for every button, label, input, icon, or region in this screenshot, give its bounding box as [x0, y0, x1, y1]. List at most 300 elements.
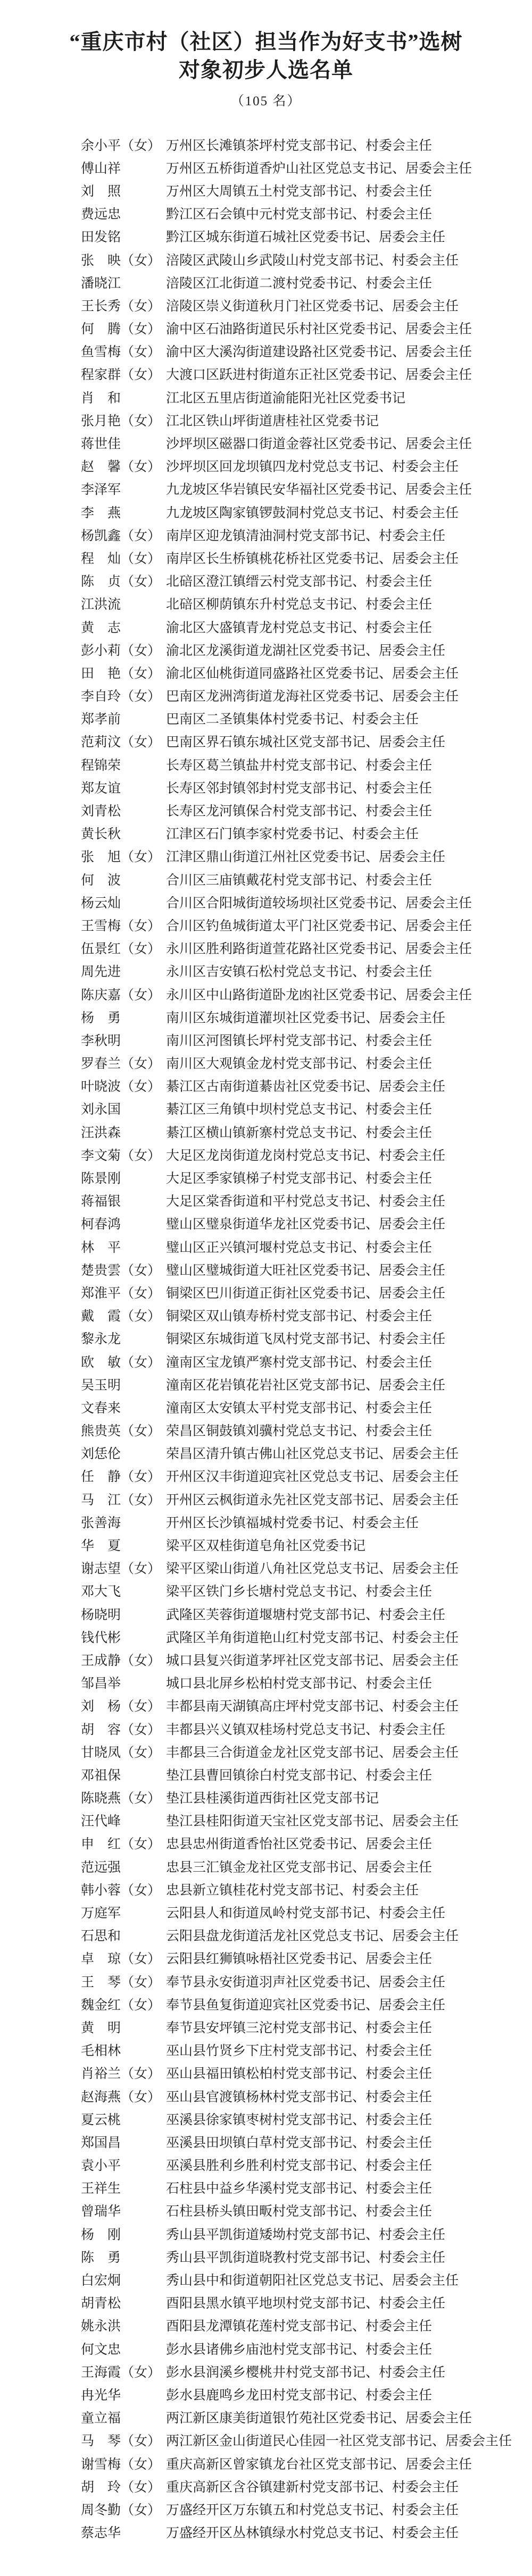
person-name: 张 映（女）	[81, 253, 161, 268]
person-name: 田发铭	[81, 230, 121, 245]
list-item	[81, 1602, 522, 1625]
list-item	[81, 569, 522, 592]
person-position: 涪陵区武陵山乡武陵山村党支部书记、村委会主任	[166, 253, 459, 268]
person-name: 王雪梅（女）	[81, 919, 161, 933]
person-position: 永川区吉安镇石松村党总支书记、村委会主任	[166, 965, 433, 980]
person-position: 酉阳县龙潭镇花莲村党支部书记、村委会主任	[166, 2319, 433, 2334]
person-position: 垫江县曹回镇徐白村党支部书记、村委会主任	[166, 1768, 433, 1783]
person-position: 北碚区澄江镇缙云村党支部书记、村委会主任	[166, 575, 433, 590]
list-item	[81, 1074, 522, 1097]
person-name: 黄长秋	[81, 827, 121, 842]
person-name: 刘青松	[81, 804, 121, 819]
person-name: 王长秀（女）	[81, 299, 161, 314]
person-name: 陈晓燕（女）	[81, 1791, 161, 1806]
list-item	[81, 890, 522, 913]
list-item	[81, 2360, 522, 2383]
person-name: 黄 志	[81, 620, 121, 635]
person-position: 涪陵区江北街道二渡村党委书记、村委会主任	[166, 276, 433, 291]
person-name: 袁小平	[81, 2159, 121, 2174]
list-item	[81, 592, 522, 615]
person-position: 巫溪县田坝镇白草村党支部书记、村委会主任	[166, 2135, 433, 2150]
person-position: 武隆区羊角街道艳山红村党支部书记、村委会主任	[166, 1630, 459, 1645]
person-name: 李文菊（女）	[81, 1148, 161, 1163]
list-item	[81, 822, 522, 845]
person-position: 万盛经开区丛林镇绿水村党总支书记、村委会主任	[166, 2526, 459, 2541]
list-item	[81, 1327, 522, 1350]
person-position: 大足区棠香街道和平村党总支书记、村委会主任	[166, 1194, 446, 1209]
person-position: 石柱县中益乡华溪村党支部书记、村委会主任	[166, 2182, 433, 2196]
person-position: 忠县忠州街道香怡社区党委书记、居委会主任	[166, 1837, 433, 1852]
person-name: 黎永龙	[81, 1332, 121, 1347]
list-item	[81, 2429, 522, 2452]
person-name: 文春来	[81, 1401, 121, 1416]
list-item	[81, 454, 522, 477]
list-item	[81, 1924, 522, 1947]
list-item	[81, 845, 522, 868]
person-name: 费远忠	[81, 207, 121, 222]
list-item	[81, 707, 522, 730]
person-position: 南川区大观镇金龙村党支部书记、村委会主任	[166, 1057, 433, 1072]
person-name: 程 灿（女）	[81, 551, 161, 566]
person-position: 璧山区璧城街道大旺社区党委书记、居委会主任	[166, 1263, 446, 1278]
list-item	[81, 798, 522, 821]
list-item	[81, 2452, 522, 2474]
person-position: 巴南区龙洲湾街道龙海社区党委书记、居委会主任	[166, 689, 459, 704]
list-item	[81, 1740, 522, 1763]
list-item	[81, 1717, 522, 1740]
person-name: 冉光华	[81, 2388, 121, 2403]
list-item	[81, 2153, 522, 2176]
person-name: 陈 贞（女）	[81, 575, 161, 590]
person-position: 万州区大周镇五土村党支部书记、村委会主任	[166, 184, 433, 199]
person-position: 九龙坡区华岩镇民安华福社区党委书记、居委会主任	[166, 483, 472, 498]
list-item	[81, 1671, 522, 1694]
person-position: 万州区长滩镇茶坪村党支部书记、村委会主任	[166, 138, 433, 153]
person-name: 胡 容（女）	[81, 1722, 161, 1737]
person-name: 陈景刚	[81, 1172, 121, 1186]
person-position: 永川区中山路街道卧龙凼社区党委书记、居委会主任	[166, 988, 472, 1003]
person-position: 綦江区横山镇新寨村党总支书记、村委会主任	[166, 1125, 433, 1140]
person-name: 万庭军	[81, 1906, 121, 1921]
list-item	[81, 1786, 522, 1809]
person-name: 周先进	[81, 965, 121, 980]
person-name: 罗春兰（女）	[81, 1057, 161, 1072]
list-item	[81, 271, 522, 293]
person-name: 谢志望（女）	[81, 1562, 161, 1577]
list-item	[81, 1878, 522, 1900]
person-name: 钱代彬	[81, 1630, 121, 1645]
person-position: 江北区铁山坪街道唐桂社区党委书记	[166, 414, 379, 428]
list-item	[81, 1051, 522, 1074]
list-item	[81, 1143, 522, 1166]
list-item	[81, 2521, 522, 2544]
person-position: 渝北区大盛镇青龙村党总支书记、村委会主任	[166, 620, 433, 635]
person-name: 夏云桃	[81, 2112, 121, 2127]
list-item	[81, 1166, 522, 1189]
person-name: 肖裕兰（女）	[81, 2067, 161, 2082]
person-name: 潘晓江	[81, 276, 121, 291]
list-item	[81, 1395, 522, 1418]
list-item	[81, 1556, 522, 1579]
list-item	[81, 363, 522, 385]
person-name: 石思和	[81, 1929, 121, 1944]
list-item	[81, 156, 522, 179]
list-item	[81, 1625, 522, 1648]
list-item	[81, 1097, 522, 1120]
list-item	[81, 868, 522, 890]
person-position: 云阳县盘龙街道活龙社区党总支书记、居委会主任	[166, 1929, 459, 1944]
person-position: 万州区五桥街道香炉山社区党总支书记、居委会主任	[166, 161, 472, 176]
list-item	[81, 1419, 522, 1442]
page-title-line1: “重庆市村（社区）担当作为好支书”选树	[69, 30, 463, 54]
person-name: 熊贵英（女）	[81, 1424, 161, 1439]
list-item	[81, 2107, 522, 2130]
person-name: 卓 琼（女）	[81, 1952, 161, 1967]
person-name: 程锦荣	[81, 758, 121, 773]
person-position: 万盛经开区万东镇五和村党总支书记、村委会主任	[166, 2503, 459, 2518]
person-name: 程家群（女）	[81, 368, 161, 383]
list-item	[81, 1533, 522, 1556]
person-position: 黔江区城东街道石城社区党委书记、居委会主任	[166, 230, 446, 245]
person-position: 城口县北屏乡松柏村党支部书记、村委会主任	[166, 1677, 433, 1691]
person-position: 武隆区芙蓉街道堰塘村党支部书记、村委会主任	[166, 1607, 446, 1622]
person-position: 合川区合阳城街道较场坝社区党委书记、居委会主任	[166, 896, 472, 911]
list-item	[81, 2084, 522, 2107]
person-position: 渝北区龙溪街道龙湖社区党委书记、居委会主任	[166, 643, 446, 658]
person-name: 王祥生	[81, 2182, 121, 2196]
list-item	[81, 225, 522, 248]
person-position: 潼南区宝龙镇严寨村党支部书记、村委会主任	[166, 1355, 433, 1370]
list-item	[81, 1900, 522, 1923]
list-item	[81, 2245, 522, 2268]
person-position: 云阳县红狮镇咏梧社区党委书记、居委会主任	[166, 1952, 433, 1967]
person-position: 奉节县永安街道羽声社区党委书记、居委会主任	[166, 1975, 446, 1990]
person-name: 姚永洪	[81, 2319, 121, 2334]
list-item	[81, 2199, 522, 2222]
person-name: 江洪流	[81, 597, 121, 612]
person-name: 李 燕	[81, 506, 121, 520]
person-name: 蒋福银	[81, 1194, 121, 1209]
person-position: 潼南区花岩镇花岩社区党支部书记、居委会主任	[166, 1378, 446, 1393]
list-item	[81, 2337, 522, 2360]
list-item	[81, 1189, 522, 1212]
person-name: 张 旭（女）	[81, 850, 161, 865]
person-name: 邓祖保	[81, 1768, 121, 1783]
list-item	[81, 317, 522, 340]
person-position: 城口县复兴街道茅坪社区党支部书记、居委会主任	[166, 1653, 459, 1668]
person-name: 郑友谊	[81, 781, 121, 796]
person-name: 李泽军	[81, 483, 121, 498]
list-item	[81, 1235, 522, 1258]
list-item	[81, 2176, 522, 2199]
person-position: 巫溪县徐家镇枣树村党支部书记、村委会主任	[166, 2112, 433, 2127]
person-name: 魏金红（女）	[81, 1998, 161, 2013]
person-name: 黄 明	[81, 2021, 121, 2035]
list-item	[81, 133, 522, 156]
list-item	[81, 2268, 522, 2291]
person-name: 陈庆嘉（女）	[81, 988, 161, 1003]
list-item	[81, 477, 522, 500]
list-item	[81, 913, 522, 936]
person-name: 楚贵雲（女）	[81, 1263, 161, 1278]
person-name: 欧 敏（女）	[81, 1355, 161, 1370]
person-name: 余小平（女）	[81, 138, 161, 153]
person-position: 大足区季家镇梯子村党支部书记、村委会主任	[166, 1172, 433, 1186]
person-position: 巴南区界石镇东城社区党支部书记、居委会主任	[166, 735, 446, 750]
list-item	[81, 959, 522, 982]
list-item	[81, 684, 522, 707]
person-name: 马 江（女）	[81, 1493, 161, 1508]
person-position: 梁平区梁山街道八角社区党总支书记、居委会主任	[166, 1562, 459, 1577]
list-item	[81, 385, 522, 408]
person-position: 开州区汉丰街道迎宾社区党总支书记、居委会主任	[166, 1470, 459, 1485]
person-position: 江北区五里店街道渝能阳光社区党委书记	[166, 391, 406, 406]
list-item	[81, 1028, 522, 1051]
list-item	[81, 2291, 522, 2314]
list-item	[81, 661, 522, 684]
person-name: 彭小莉（女）	[81, 643, 161, 658]
person-position: 开州区云枫街道永先社区党支部书记、居委会主任	[166, 1493, 459, 1508]
person-name: 刘永国	[81, 1102, 121, 1117]
page-title	[0, 0, 532, 84]
list-item	[81, 1809, 522, 1832]
person-position: 永川区胜利路街道萱花路社区党委书记、居委会主任	[166, 942, 472, 957]
person-position: 梁平区双桂街道皂角社区党委书记	[166, 1539, 366, 1554]
person-name: 胡青松	[81, 2296, 121, 2311]
list-item	[81, 1464, 522, 1487]
list-item	[81, 753, 522, 776]
person-position: 梁平区铁门乡长塘村党总支书记、村委会主任	[166, 1585, 433, 1600]
person-position: 巴南区二圣镇集体村党委书记、村委会主任	[166, 712, 419, 727]
person-name: 鱼雪梅（女）	[81, 345, 161, 360]
person-position: 綦江区古南街道綦齿社区党委书记、居委会主任	[166, 1080, 446, 1095]
person-position: 涪陵区崇义街道秋月门社区党委书记、居委会主任	[166, 299, 459, 314]
person-name: 叶晓波（女）	[81, 1080, 161, 1095]
person-name: 伍景红（女）	[81, 942, 161, 957]
person-name: 李秋明	[81, 1033, 121, 1048]
list-item	[81, 1212, 522, 1235]
list-item	[81, 408, 522, 431]
person-name: 毛相林	[81, 2044, 121, 2059]
roster-list	[81, 133, 522, 2544]
person-position: 奉节县安坪镇三沱村党支部书记、村委会主任	[166, 2021, 433, 2035]
person-position: 重庆高新区含谷镇建新村党支部书记、村委会主任	[166, 2480, 459, 2495]
person-name: 范莉汶（女）	[81, 735, 161, 750]
list-item	[81, 1694, 522, 1717]
person-name: 张月艳（女）	[81, 414, 161, 428]
list-item	[81, 2314, 522, 2337]
list-item	[81, 431, 522, 454]
person-name: 杨 刚	[81, 2227, 121, 2242]
person-position: 彭水县诸佛乡庙池村党支部书记、村委会主任	[166, 2342, 433, 2357]
person-position: 彭水县润溪乡樱桃井村党支部书记、村委会主任	[166, 2365, 446, 2380]
person-position: 垫江县桂溪街道西街社区党支部书记	[166, 1791, 379, 1806]
person-position: 秀山县中和街道朝阳社区党总支书记、居委会主任	[166, 2274, 459, 2288]
person-name: 杨凯鑫（女）	[81, 528, 161, 543]
person-position: 黔江区石会镇中元村党支部书记、村委会主任	[166, 207, 433, 222]
person-name: 蒋世佳	[81, 437, 121, 452]
list-item	[81, 1005, 522, 1028]
person-name: 林 平	[81, 1240, 121, 1255]
person-name: 申 红（女）	[81, 1837, 161, 1852]
person-position: 巫山县官渡镇杨林村党支部书记、村委会主任	[166, 2090, 433, 2104]
person-name: 胡 玲（女）	[81, 2480, 161, 2495]
person-name: 陈 勇	[81, 2250, 121, 2265]
list-item	[81, 1510, 522, 1533]
person-position: 大渡口区跃进村街道东正社区党委书记、居委会主任	[166, 368, 472, 383]
list-item	[81, 523, 522, 546]
person-position: 合川区三庙镇戴花村党支部书记、村委会主任	[166, 873, 433, 888]
list-item	[81, 2039, 522, 2061]
person-name: 华 夏	[81, 1539, 121, 1554]
person-position: 巫山县福田镇松柏村党支部书记、村委会主任	[166, 2067, 433, 2082]
person-name: 王海霞（女）	[81, 2365, 161, 2380]
person-position: 云阳县人和街道凤岭村党支部书记、村委会主任	[166, 1906, 446, 1921]
person-position: 大足区龙岗街道龙岗村党总支书记、村委会主任	[166, 1148, 446, 1163]
list-item	[81, 1373, 522, 1395]
person-name: 甘晓凤（女）	[81, 1745, 161, 1760]
list-item	[81, 2015, 522, 2038]
list-item	[81, 1763, 522, 1786]
list-item	[81, 1855, 522, 1878]
list-item	[81, 2474, 522, 2497]
person-name: 韩小蓉（女）	[81, 1883, 161, 1898]
person-name: 邓大飞	[81, 1585, 121, 1600]
person-position: 奉节县鱼复街道迎宾社区党委书记、居委会主任	[166, 1998, 446, 2013]
person-position: 两江新区康美街道银竹苑社区党委书记、居委会主任	[166, 2411, 472, 2426]
person-name: 肖 和	[81, 391, 121, 406]
person-name: 杨晓明	[81, 1607, 121, 1622]
person-name: 王成静（女）	[81, 1653, 161, 1668]
person-name: 汪洪森	[81, 1125, 121, 1140]
list-item	[81, 2222, 522, 2245]
list-item	[81, 1487, 522, 1510]
person-name: 汪代峰	[81, 1814, 121, 1829]
person-position: 丰都县兴义镇双桂场村党总支书记、村委会主任	[166, 1722, 446, 1737]
person-name: 刘 照	[81, 184, 121, 199]
person-name: 李自玲（女）	[81, 689, 161, 704]
person-name: 郑孝前	[81, 712, 121, 727]
person-name: 白宏炯	[81, 2274, 121, 2288]
person-position: 长寿区葛兰镇盐井村党支部书记、村委会主任	[166, 758, 433, 773]
person-name: 马 琴（女）	[81, 2434, 161, 2449]
person-name: 戴 霞（女）	[81, 1309, 161, 1324]
list-item	[81, 546, 522, 569]
person-name: 郑国昌	[81, 2135, 121, 2150]
person-position: 重庆高新区曾家镇龙台社区党支部书记、居委会主任	[166, 2457, 472, 2472]
person-name: 吴玉明	[81, 1378, 121, 1393]
person-name: 柯春鸿	[81, 1217, 121, 1232]
person-position: 江津区石门镇李家村党委书记、村委会主任	[166, 827, 419, 842]
person-position: 忠县新立镇桂花村党支部书记、村委会主任	[166, 1883, 419, 1898]
person-name: 刘恁伦	[81, 1447, 121, 1462]
person-name: 童立福	[81, 2411, 121, 2426]
person-name: 杨 勇	[81, 1011, 121, 1025]
person-position: 璧山区正兴镇河堰村党总支书记、村委会主任	[166, 1240, 433, 1255]
list-item	[81, 982, 522, 1005]
person-name: 周冬勤（女）	[81, 2503, 161, 2518]
list-item	[81, 1947, 522, 1969]
person-position: 綦江区三角镇中坝村党总支书记、村委会主任	[166, 1102, 433, 1117]
person-position: 北碚区柳荫镇东升村党总支书记、村委会主任	[166, 597, 433, 612]
list-item	[81, 2130, 522, 2153]
list-item	[81, 340, 522, 363]
person-name: 王 琴（女）	[81, 1975, 161, 1990]
list-item	[81, 638, 522, 661]
list-item	[81, 2383, 522, 2405]
person-position: 荣昌区铜鼓镇刘骥村党总支书记、村委会主任	[166, 1424, 433, 1439]
person-position: 合川区钓鱼城街道太平门社区党委书记、居委会主任	[166, 919, 472, 933]
person-position: 石柱县桥头镇田畈村党支部书记、村委会主任	[166, 2204, 433, 2219]
person-position: 忠县三汇镇金龙社区党支部书记、居委会主任	[166, 1860, 433, 1875]
list-item	[81, 2406, 522, 2429]
person-position: 渝北区仙桃街道同盛路社区党委书记、居委会主任	[166, 666, 459, 681]
person-position: 铜梁区巴川街道正街社区党委书记、居委会主任	[166, 1286, 446, 1301]
person-position: 开州区长沙镇福城村党委书记、村委会主任	[166, 1516, 419, 1530]
person-position: 丰都县三合街道金龙社区党支部书记、居委会主任	[166, 1745, 459, 1760]
person-position: 两江新区金山街道民心佳园一社区党支部书记、居委会主任	[166, 2434, 512, 2449]
person-position: 酉阳县黑水镇平地坝村党支部书记、村委会主任	[166, 2296, 446, 2311]
person-name: 蔡志华	[81, 2526, 121, 2541]
person-name: 范远强	[81, 1860, 121, 1875]
person-position: 璧山区璧泉街道华龙社区党委书记、居委会主任	[166, 1217, 446, 1232]
person-position: 渝中区大溪沟街道建设路社区党委书记、居委会主任	[166, 345, 472, 360]
person-name: 张善海	[81, 1516, 121, 1530]
person-position: 潼南区太安镇太平村党支部书记、村委会主任	[166, 1401, 433, 1416]
person-position: 巫山县竹贤乡下庄村党支部书记、村委会主任	[166, 2044, 433, 2059]
list-item	[81, 248, 522, 271]
list-item	[81, 1304, 522, 1327]
list-item	[81, 2061, 522, 2084]
list-item	[81, 500, 522, 523]
person-position: 南川区河图镇长坪村党支部书记、村委会主任	[166, 1033, 433, 1048]
person-name: 郑淮平（女）	[81, 1286, 161, 1301]
person-name: 傅山祥	[81, 161, 121, 176]
person-name: 曾瑞华	[81, 2204, 121, 2219]
page-title-line2: 对象初步人选名单	[179, 58, 353, 82]
list-item	[81, 937, 522, 959]
person-position: 江津区鼎山街道江州社区党委书记、居委会主任	[166, 850, 446, 865]
person-name: 田 艳（女）	[81, 666, 161, 681]
person-name: 赵海燕（女）	[81, 2090, 161, 2104]
person-position: 南岸区迎龙镇清油洞村党支部书记、村委会主任	[166, 528, 446, 543]
person-position: 秀山县平凯街道矮坳村党支部书记、村委会主任	[166, 2227, 446, 2242]
list-item	[81, 776, 522, 798]
person-position: 彭水县鹿鸣乡龙田村党支部书记、村委会主任	[166, 2388, 433, 2403]
person-position: 秀山县平凯街道晓教村党支部书记、村委会主任	[166, 2250, 446, 2265]
person-position: 南岸区长生桥镇桃花桥社区党委书记、居委会主任	[166, 551, 459, 566]
list-item	[81, 2497, 522, 2520]
person-name: 何文忠	[81, 2342, 121, 2357]
person-position: 铜梁区东城街道飞凤村党支部书记、村委会主任	[166, 1332, 446, 1347]
list-item	[81, 1992, 522, 2015]
person-name: 任 静（女）	[81, 1470, 161, 1485]
person-position: 长寿区龙河镇保合村党支部书记、村委会主任	[166, 804, 433, 819]
list-item	[81, 179, 522, 201]
list-item	[81, 1648, 522, 1671]
person-position: 沙坪坝区磁器口街道金蓉社区党委书记、居委会主任	[166, 437, 472, 452]
person-position: 长寿区邻封镇邻封村党支部书记、村委会主任	[166, 781, 433, 796]
person-position: 渝中区石油路街道民乐村社区党委书记、居委会主任	[166, 322, 472, 337]
list-item	[81, 1350, 522, 1373]
list-item	[81, 730, 522, 753]
person-name: 刘 杨（女）	[81, 1699, 161, 1714]
list-item	[81, 615, 522, 638]
person-name: 邹昌举	[81, 1677, 121, 1691]
person-position: 荣昌区清升镇古佛山社区党总支书记、居委会主任	[166, 1447, 459, 1462]
list-item	[81, 1442, 522, 1464]
list-item	[81, 1120, 522, 1143]
